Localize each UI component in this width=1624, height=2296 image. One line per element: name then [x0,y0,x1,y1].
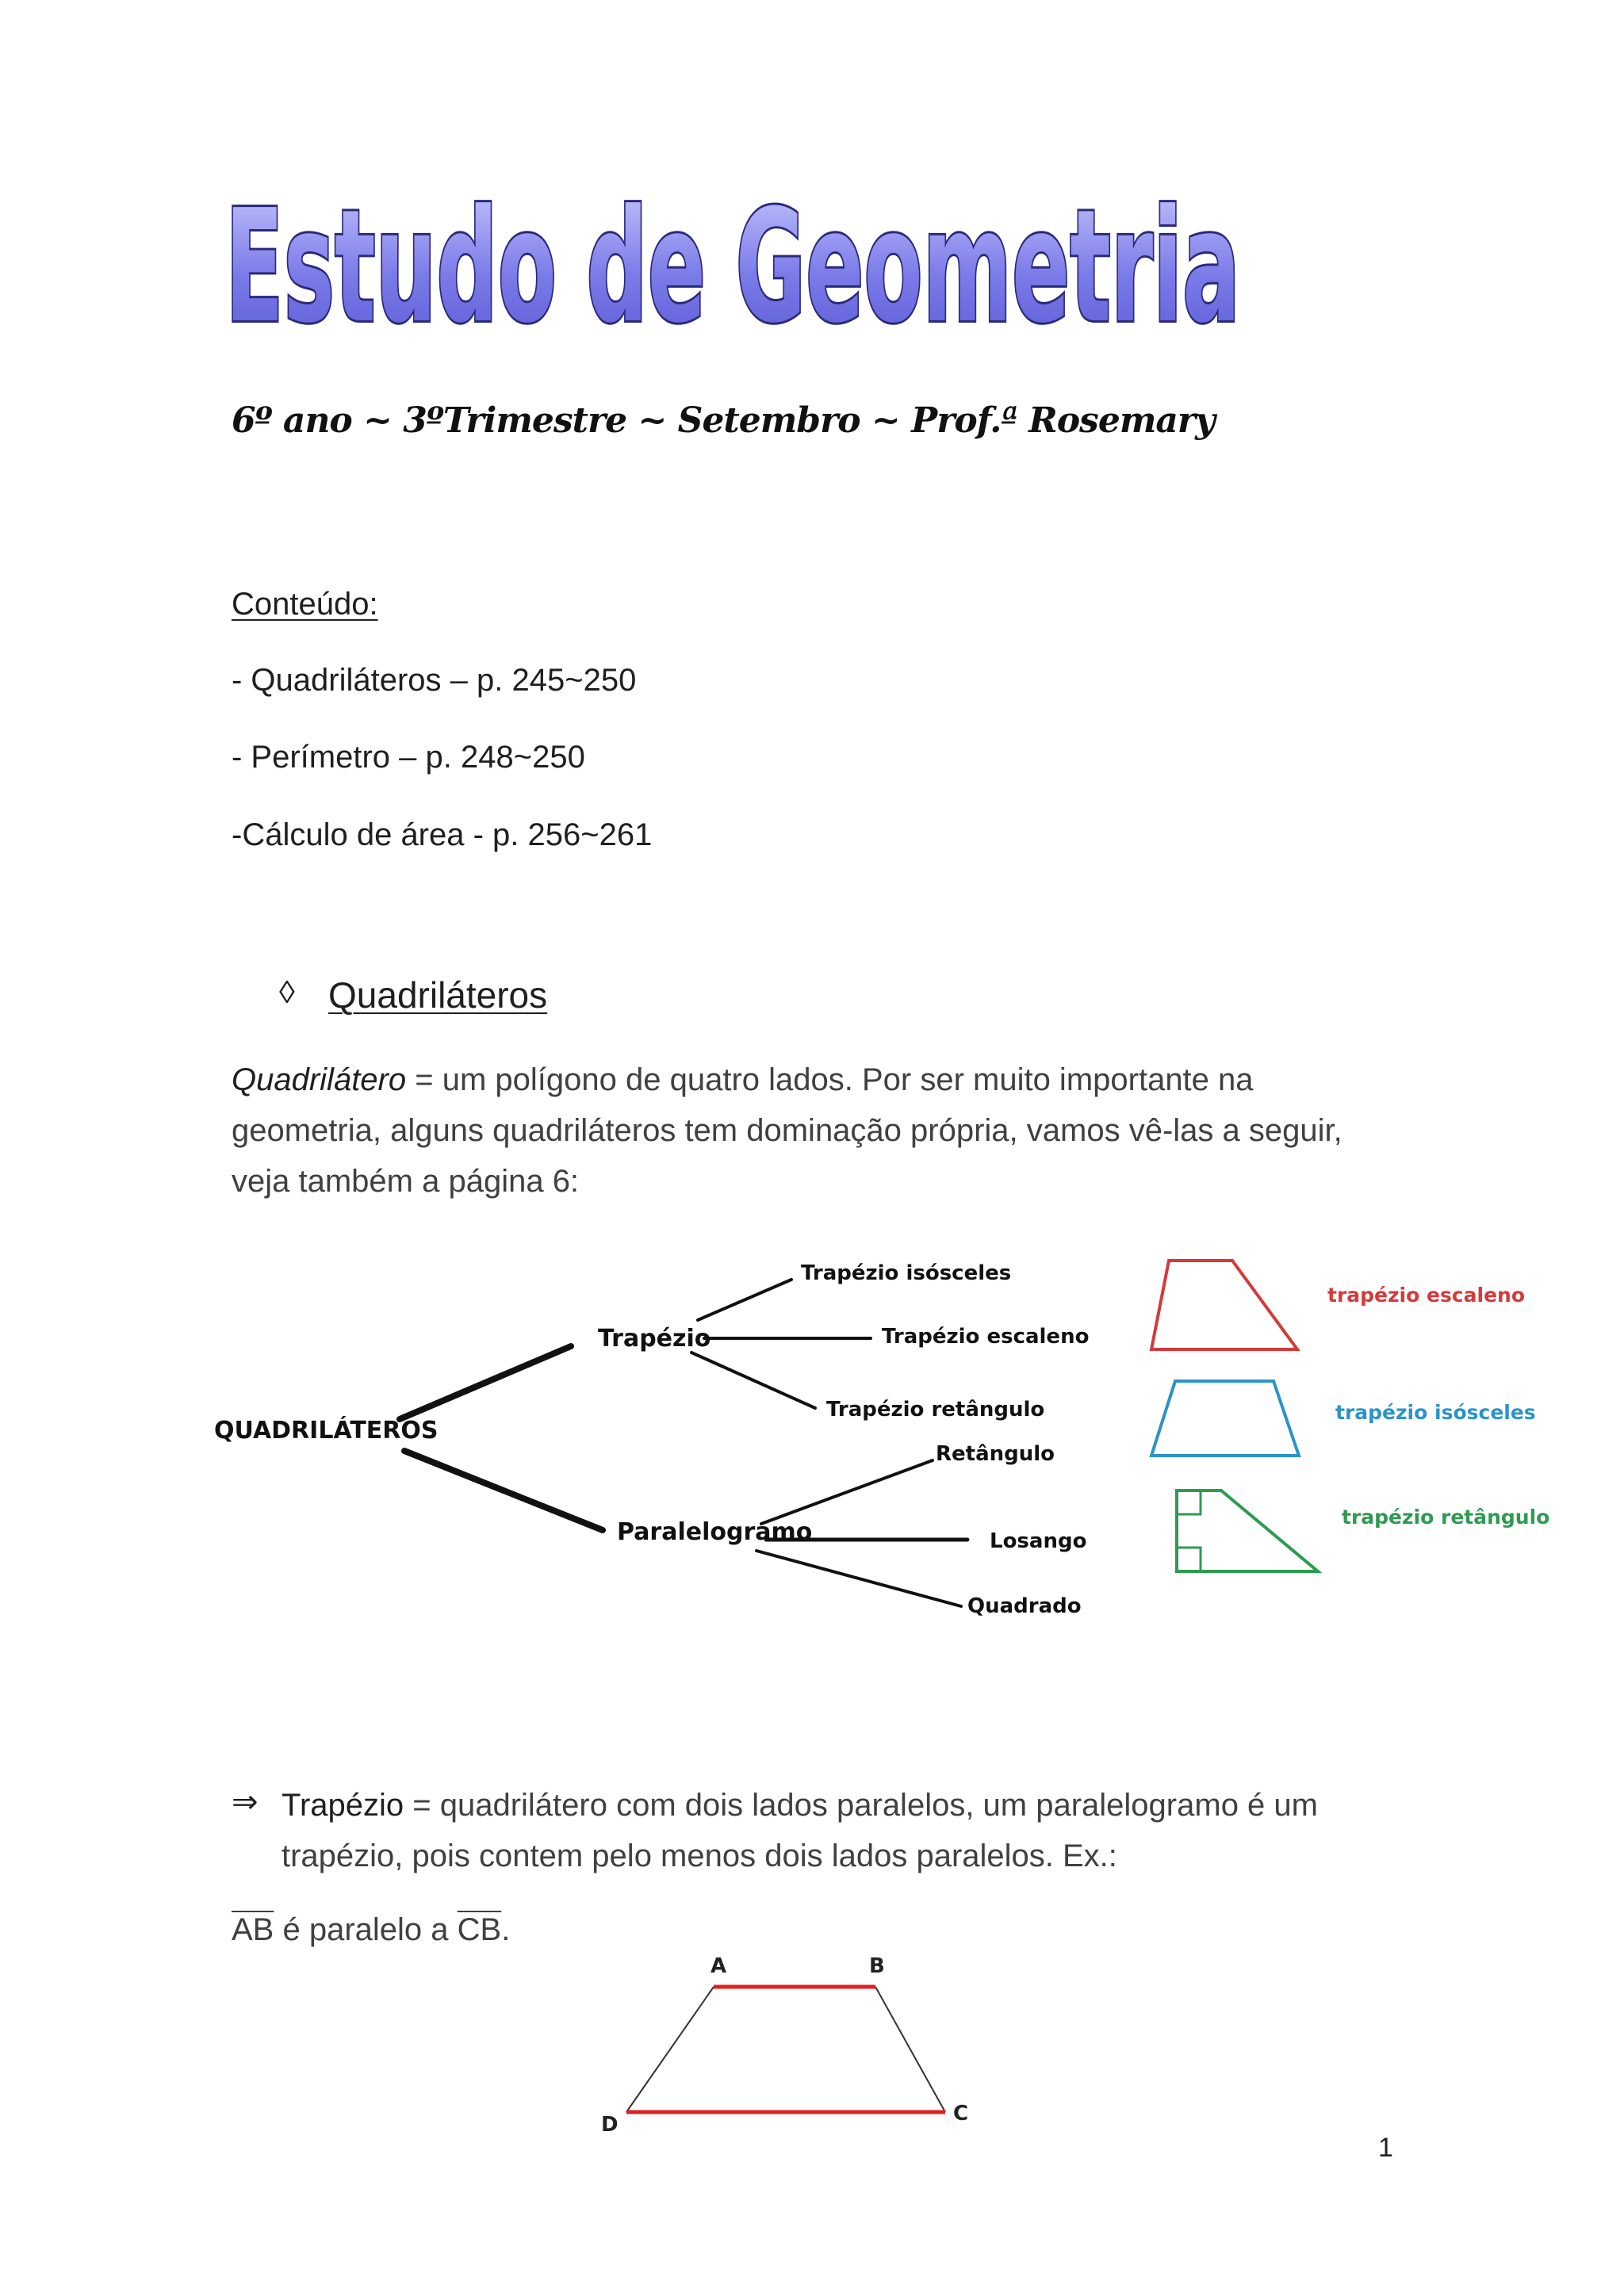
side-ad [626,1987,714,2112]
vertex-label-d: D [601,2113,619,2137]
tree-edge [404,1451,603,1530]
quadrilateral-tree-diagram [206,1245,1094,1633]
tree-leaf: Trapézio retângulo [826,1398,1045,1422]
section-title: Quadriláteros [328,974,548,1016]
tree-node-trapezio: Trapézio [598,1325,711,1353]
parallel-note-end: . [501,1912,511,1947]
right-angle-marker [1177,1490,1201,1514]
trapezio-text: = quadrilátero com dois lados paralelos, um paralelogramo é um trapézio, pois contem pelo menos dois lados paralelos. Ex.: [282,1788,1318,1873]
tree-leaf: Retângulo [936,1442,1055,1466]
right-angle-marker [1177,1548,1201,1571]
definition-term: Quadrilátero [232,1062,407,1097]
tree-edge [691,1353,815,1408]
subtitle: 6º ano ~ 3ºTrimestre ~ Setembro ~ Prof.ª Rosemary [232,400,1215,441]
definition-paragraph [232,1054,1397,1207]
tree-leaf: Trapézio escaleno [882,1325,1090,1349]
page-title [222,159,1269,358]
tree-edge [761,1460,933,1524]
arrow-bullet-icon: ⇒ [232,1785,259,1820]
tree-root-label: QUADRILÁTEROS [214,1417,439,1445]
tree-edge [698,1280,791,1320]
shape-label: trapézio isósceles [1335,1401,1536,1424]
title-text: Estudo de Geometria [225,177,1240,358]
vertex-label-c: C [953,2102,969,2126]
trapezio-definition [282,1780,1423,1881]
vertex-label-b: B [869,1954,885,1978]
trapezoid-abcd-figure [587,1942,983,2149]
shape-label: trapézio escaleno [1327,1284,1526,1307]
trapezoid-isosceles-shape [1151,1381,1299,1456]
parallel-note-text: é paralelo a [274,1912,458,1947]
trapezoid-scalene-shape [1151,1261,1297,1349]
tree-edge [400,1346,571,1419]
content-item: - Quadriláteros – p. 245~250 [232,663,637,698]
content-item: - Perímetro – p. 248~250 [232,740,585,775]
definition-text: = um polígono de quatro lados. Por ser muito importante na geometria, alguns quadriláteros tem dominação própria, vamos vê-las a seguir, veja também a página 6: [232,1062,1342,1199]
vertex-label-a: A [710,1954,727,1978]
trapezoid-examples [1134,1245,1550,1594]
parallel-note [232,1912,510,1948]
tree-edge [756,1551,961,1606]
segment-ab: $\overline{AB}$ [232,1912,274,1947]
content-item: -Cálculo de área - p. 256~261 [232,817,653,852]
tree-leaf: Quadrado [967,1594,1082,1618]
page-number: 1 [1378,2133,1393,2163]
trapezoid-right-shape [1177,1490,1318,1571]
tree-leaf: Trapézio isósceles [801,1261,1012,1285]
segment-cb: $\overline{CB}$ [457,1912,502,1947]
trapezio-term: Trapézio [282,1788,404,1823]
side-bc [875,1987,945,2112]
tree-node-paralelogramo: Paralelogramo [617,1518,813,1546]
tree-leaf: Losango [990,1529,1087,1553]
shape-label: trapézio retângulo [1342,1506,1550,1529]
diamond-bullet-icon: ◊ [279,975,295,1010]
content-heading: Conteúdo: [232,587,378,622]
